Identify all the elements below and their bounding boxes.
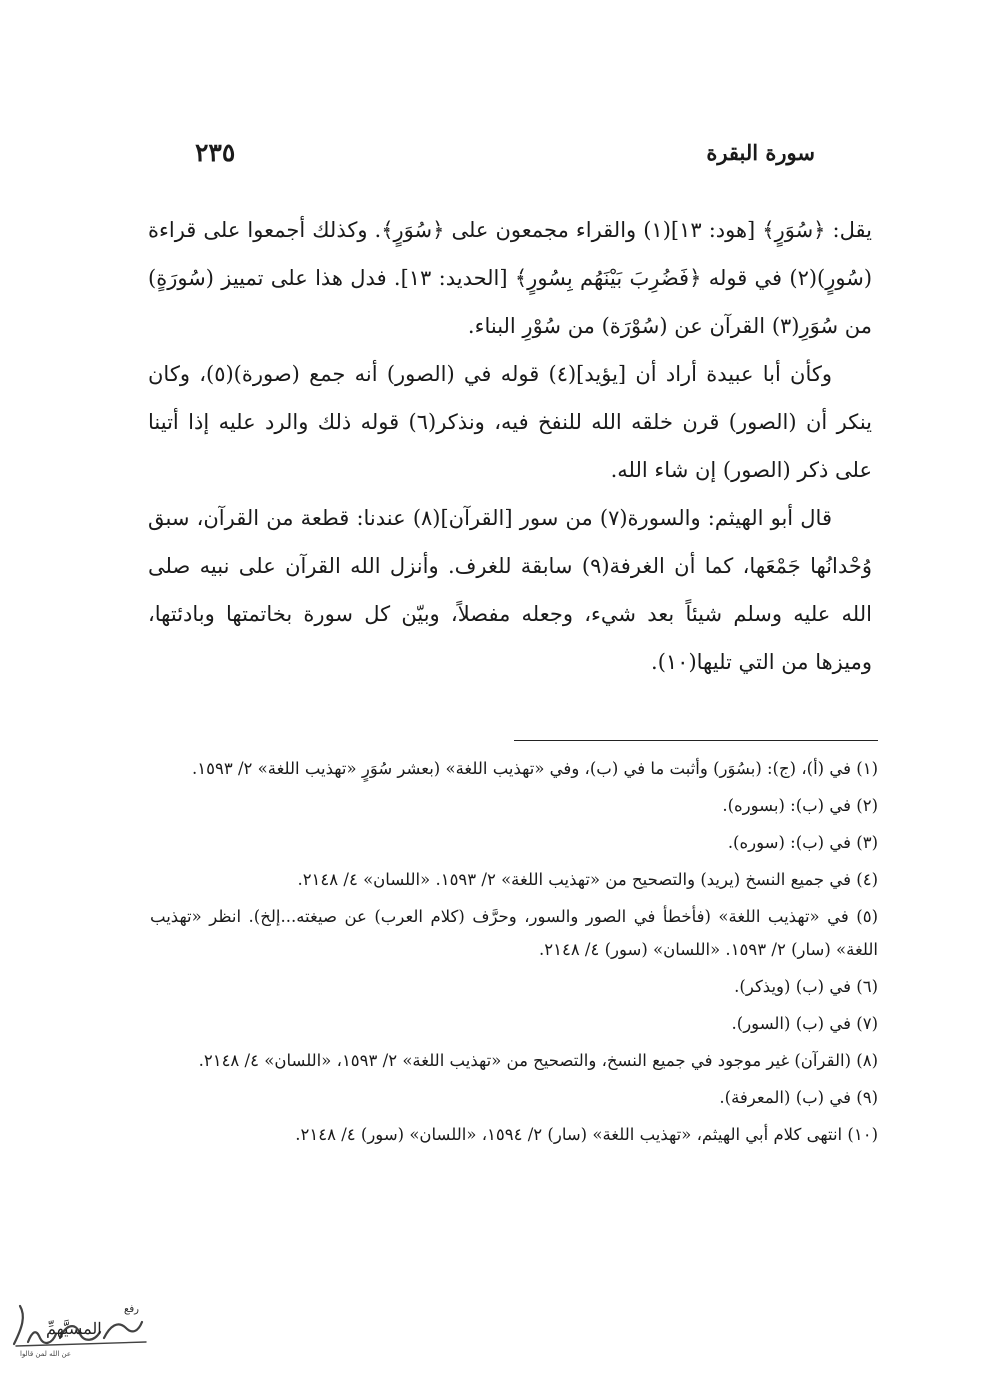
paragraph-1: يقل: ﴿سُوَرٍ﴾ [هود: ١٣](١) والقراء مجمعون على ﴿سُوَرٍ﴾. وكذلك أجمعوا على قراءة (سُورٍ)(٢) في قوله ﴿فَضُرِبَ بَيْنَهُم بِسُورٍ﴾ [الحديد: ١٣]. فدل هذا على تمييز (سُورَةٍ) من سُوَرِ(٣) القرآن عن (سُوْرَة) من سُوْرِ البناء.: [148, 218, 873, 338]
running-header: [195, 132, 815, 172]
paragraph-2: وكأن أبا عبيدة أراد أن [يؤيد](٤) قوله في (الصور) أنه جمع (صورة)(٥)، وكان ينكر أن (الصور) قرن خلقه الله للنفخ فيه، ونذكر(٦) قوله ذلك والرد عليه إذا أتينا على ذكر (الصور) إن شاء الله.: [148, 362, 872, 482]
page-number: ٢٣٥: [195, 137, 236, 167]
footnote-10: (١٠) انتهى كلام أبي الهيثم، «تهذيب اللغة» (سار) ٢/ ١٥٩٤، «اللسان» (سور) ٤/ ٢١٤٨.: [295, 1125, 878, 1144]
paragraph-3: قال أبو الهيثم: والسورة(٧) من سور [القرآن](٨) عندنا: قطعة من القرآن، سبق وُحْدانُها جَمْعَها، كما أن الغرفة(٩) سابقة للغرف. وأنزل الله القرآن على نبيه صلى الله عليه وسلم شيئاً بعد شيء، وجعله مفصلاً، وبيّن كل سورة بخاتمتها وبادئتها، وميزها من التي تليها(١٠).: [148, 506, 872, 674]
footnote-separator: [514, 740, 878, 741]
footnote-1: (١) في (أ)، (ج): (بسُوَر) وأثبت ما في (ب)، وفي «تهذيب اللغة» (بعشر سُوَرٍ «تهذيب اللغة» ٢/ ١٥٩٣.: [192, 759, 878, 778]
footnote-3: (٣) في (ب): (سوره).: [727, 833, 878, 852]
footnote-5: (٥) في «تهذيب اللغة» (فأخطأ في الصور والسور، وحرَّف (كلام العرب) عن صيغته...إلخ). انظر «تهذيب اللغة» (سار) ٢/ ١٥٩٣. «اللسان» (سور) ٤/ ٢١٤٨.: [150, 907, 878, 959]
surah-title: سورة البقرة: [706, 139, 815, 165]
footnote-4: (٤) في جميع النسخ (يريد) والتصحيح من «تهذيب اللغة» ٢/ ١٥٩٣. «اللسان» ٤/ ٢١٤٨.: [297, 870, 878, 889]
footnote-2: (٢) في (ب): (بسوره).: [722, 796, 878, 815]
footnote-8: (٨) (القرآن) غير موجود في جميع النسخ، والتصحيح من «تهذيب اللغة» ٢/ ١٥٩٣، «اللسان» ٤/ ٢١٤٨.: [198, 1051, 878, 1070]
logo-line-2: المسيَّهمِّ: [46, 1319, 102, 1338]
footnote-6: (٦) في (ب) (ويذكر).: [734, 977, 878, 996]
main-text: [148, 206, 872, 686]
footnote-9: (٩) في (ب) (المعرفة).: [719, 1088, 878, 1107]
footnote-7: (٧) في (ب) (السور).: [731, 1014, 878, 1033]
publisher-logo: [6, 1298, 156, 1360]
logo-line-1: رفع: [124, 1304, 139, 1315]
logo-line-3: عن الله لمن قالوا: [20, 1350, 72, 1358]
footnotes: [150, 752, 878, 1155]
